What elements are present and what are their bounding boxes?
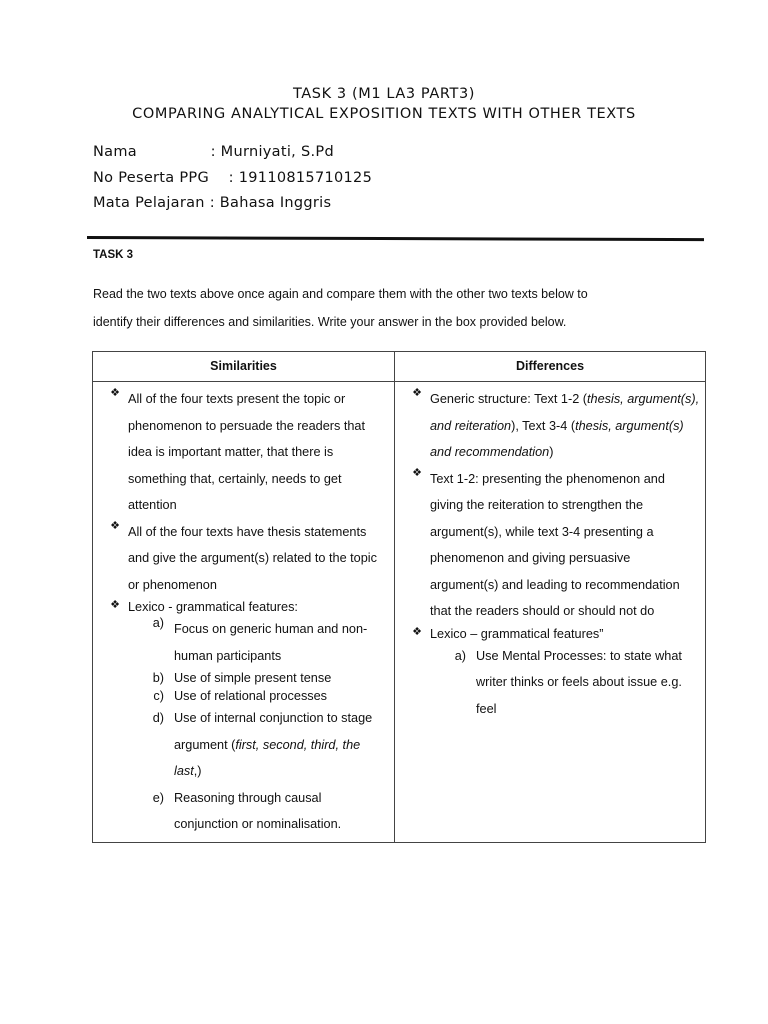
text-run: Lexico - grammatical features: [128,600,298,614]
text-run: Use of relational processes [174,689,328,703]
subitem-label: b) [152,671,164,685]
info-nama: Nama : Murniyati, S.Pd [93,144,334,160]
subitem-text [174,785,394,838]
text-run: ,) [193,764,202,778]
diamond-bullet-icon: ❖ [110,519,120,532]
diamond-bullet-icon: ❖ [110,387,120,399]
subitem-label: d) [152,711,164,725]
text-run: Lexico – grammatical features” [430,626,604,641]
similarity-subitem [93,687,394,705]
italic-run: thesis, argument(s), and reiteration [430,392,700,433]
diamond-bullet-icon: ❖ [110,599,120,611]
similarity-subitem [93,785,394,838]
text-run: ) [549,445,554,459]
similarities-cell [93,383,394,842]
subitem-label: c) [153,689,164,703]
horizontal-rule [87,236,704,241]
similarity-text [128,386,394,519]
text-run: All of the four texts present the topic or phenomenon to persuade the readers that idea is important matter, that there is something that, certainly, needs to get attention [128,392,366,512]
difference-text [430,625,705,643]
differences-cell [395,383,705,842]
diamond-bullet-icon: ❖ [412,387,422,399]
similarity-item [93,598,394,616]
document-title: TASK 3 (M1 LA3 PART3) [292,86,476,102]
header-differences: Differences [515,359,585,373]
text-run: Use Mental Processes: to state what writer thinks or feels about issue e.g. feel [476,648,682,716]
task-heading: TASK 3 [93,249,134,261]
diamond-bullet-icon: ❖ [412,466,422,479]
header-similarities: Similarities [210,359,277,373]
similarity-subitem [93,705,394,785]
similarity-item [93,386,394,519]
diamond-bullet-icon: ❖ [412,625,422,638]
answer-table [92,351,706,843]
difference-item [395,466,705,625]
instruction-line-2: identify their differences and similarities. Write your answer in the box provided below. [93,315,567,329]
subitem-label: a) [454,648,466,663]
italic-run: thesis, argument(s) and recommendation [430,418,684,459]
subitem-text [174,669,394,687]
similarity-item [93,519,394,599]
text-run: Use of simple present tense [174,671,332,685]
similarity-text [128,519,394,599]
subitem-label: e) [152,790,164,805]
similarity-subitem [93,669,394,687]
text-run: Generic structure: Text 1-2 ( [430,392,588,406]
text-run: Focus on generic human and non-human participants [174,622,368,663]
header-divider [93,381,705,382]
info-mata-pelajaran: Mata Pelajaran : Bahasa Inggris [93,195,332,211]
difference-item [395,625,705,643]
difference-text [430,386,705,466]
subitem-text [174,705,394,785]
info-no-peserta: No Peserta PPG : 19110815710125 [93,170,373,186]
document-subtitle: COMPARING ANALYTICAL EXPOSITION TEXTS WITH OTHER TEXTS [132,106,636,122]
subitem-text [174,687,394,705]
text-run: Reasoning through causal conjunction or nominalisation. [174,790,342,831]
italic-run: first, second, third, the last [174,737,361,778]
similarity-text [128,598,394,616]
instruction-line-1: Read the two texts above once again and compare them with the other two texts below to [93,287,588,301]
subitem-text [174,616,394,669]
text-run: All of the four texts have thesis statements and give the argument(s) related to the topic or phenomenon [128,524,377,592]
subitem-label: a) [152,616,164,630]
text-run: ), Text 3-4 ( [511,418,576,433]
text-run: Use of internal conjunction to stage argument ( [174,711,373,752]
difference-item [395,386,705,466]
text-run: Text 1-2: presenting the phenomenon and giving the reiteration to strengthen the argument(s), while text 3-4 presenting a phenomenon and giving persuasive argument(s) and leading to recommendation that the readers should or should not do [430,471,680,618]
similarity-subitem [93,616,394,669]
difference-text [430,466,705,625]
subitem-text [476,643,705,723]
difference-subitem [395,643,705,723]
